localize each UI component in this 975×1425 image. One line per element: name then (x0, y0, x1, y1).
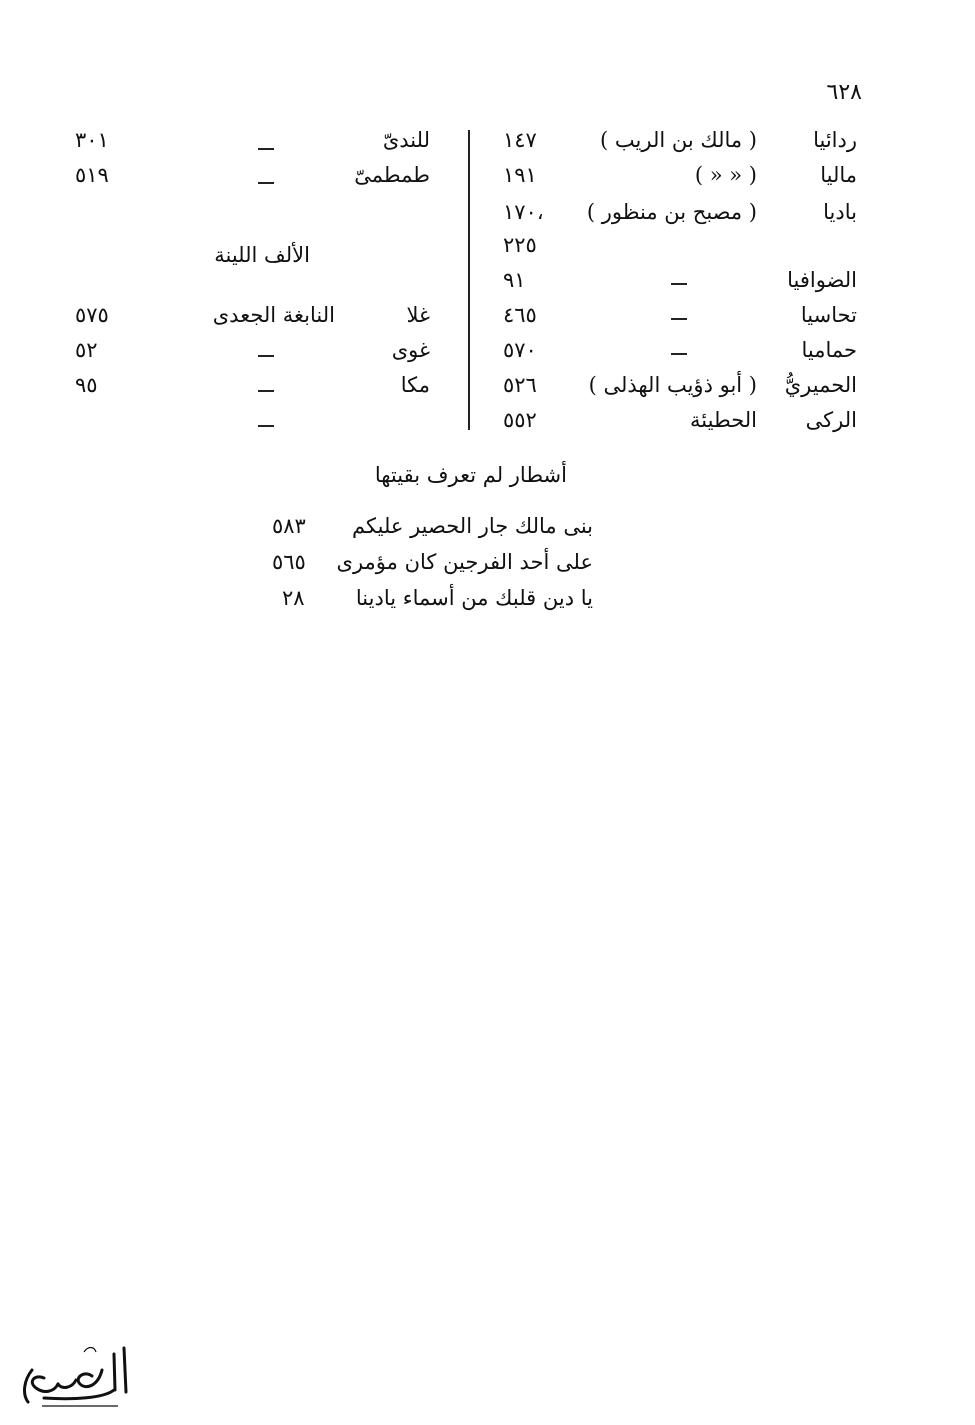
verse-fragment: يا دين قلبك من أسماء يادينا (355, 586, 593, 610)
dash-mark (671, 318, 687, 320)
page-ref: ٤٦٥ (503, 303, 537, 327)
dash-mark (671, 283, 687, 285)
section-heading: أشطار لم تعرف بقيتها (374, 463, 567, 487)
poet-name: ( أبو ذؤيب الهذلى ) (588, 373, 757, 397)
poet-name: ( مصبح بن منظور ) (586, 200, 757, 224)
rhyme-word: الركى (805, 408, 857, 432)
rhyme-word: باديا (823, 200, 857, 224)
page-ref: ١٤٧ (503, 128, 537, 152)
page-ref: ١٧٠، (503, 200, 544, 224)
page-ref: ٥٧٠ (503, 338, 537, 362)
page-ref: ٩١ (503, 268, 526, 292)
rhyme-word: حماميا (801, 338, 857, 362)
rhyme-word: ماليا (820, 163, 857, 187)
verse-fragment: على أحد الفرجين كان مؤمرى (336, 550, 593, 574)
section-heading: الألف اللينة (214, 243, 310, 267)
rhyme-word: تحاسيا (800, 303, 857, 327)
rhyme-word: الحميريُّ (784, 373, 857, 397)
page-ref: ٥٨٣ (272, 514, 306, 538)
rhyme-word: للندىّ (382, 128, 430, 152)
column-divider (468, 130, 470, 430)
dash-mark (671, 353, 687, 355)
rhyme-word: غلا (406, 303, 430, 327)
page-ref: ٥٢ (75, 338, 98, 362)
dash-mark (258, 182, 274, 184)
page-ref: ٣٠١ (75, 128, 109, 152)
poet-name: الحطيئة (690, 408, 757, 432)
page-ref: ٩٥ (75, 373, 98, 397)
page-ref: ٢٢٥ (503, 233, 537, 257)
dash-mark (258, 390, 274, 392)
page-ref: ٥١٩ (75, 163, 109, 187)
page-ref: ١٩١ (503, 163, 537, 187)
rhyme-word: الضوافيا (787, 268, 857, 292)
poet-name: ( « « ) (694, 163, 757, 187)
dash-mark (258, 355, 274, 357)
page-ref: ٥٥٢ (503, 408, 537, 432)
rhyme-word: طمطمىّ (354, 163, 430, 187)
page-number: ٦٢٨ (826, 80, 862, 105)
rhyme-word: غوى (391, 338, 430, 362)
page-ref: ٥٧٥ (75, 303, 109, 327)
verse-fragment: بنى مالك جار الحصير عليكم (352, 514, 593, 538)
poet-name: النابغة الجعدى (212, 303, 335, 327)
page-ref: ٥٢٦ (503, 373, 537, 397)
rhyme-word: مكا (400, 373, 430, 397)
dash-mark (258, 148, 274, 150)
calligraphy-watermark-logo (14, 1340, 138, 1412)
page-ref: ٢٨ (282, 586, 305, 610)
page-ref: ٥٦٥ (272, 550, 306, 574)
dash-mark (258, 425, 274, 427)
rhyme-word: ردائيا (813, 128, 857, 152)
poet-name: ( مالك بن الريب ) (600, 128, 757, 152)
